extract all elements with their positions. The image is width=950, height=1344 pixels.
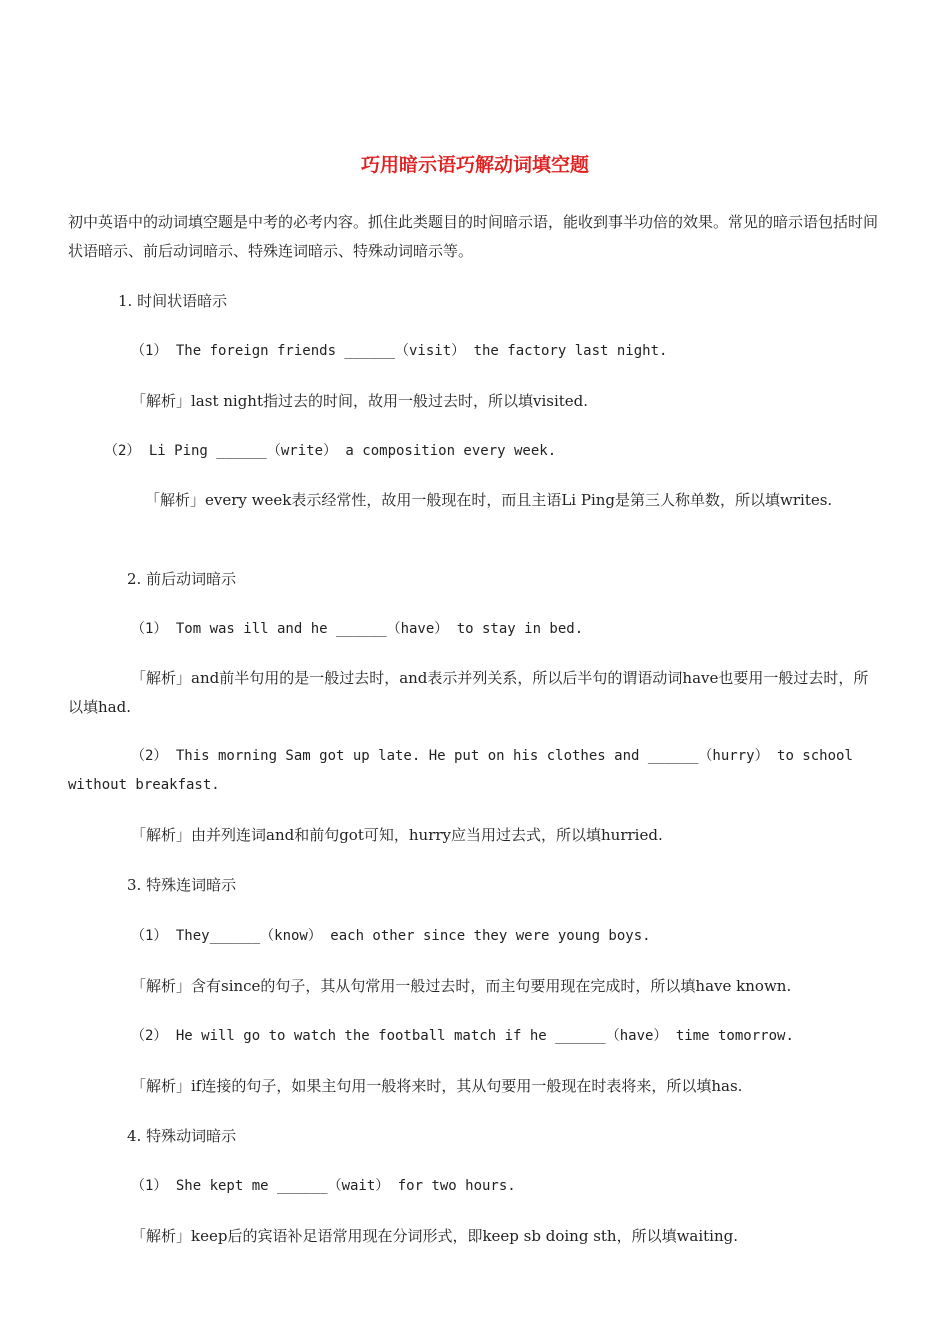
- section-1-heading: 1. 时间状语暗示: [118, 292, 228, 310]
- section-2-heading: 2. 前后动词暗示: [127, 570, 237, 588]
- s2-answer-1: 「解析」and前半句用的是一般过去时，and表示并列关系，所以后半句的谓语动词have也要用一般过去时，所以填had.: [68, 669, 869, 716]
- s4-question-1: （1） She kept me ______（wait） for two hours.: [131, 1178, 516, 1194]
- s3-answer-2: 「解析」if连接的句子，如果主句用一般将来时，其从句要用一般现在时表将来，所以填has.: [131, 1077, 743, 1095]
- s2-answer-2: 「解析」由并列连词and和前句got可知，hurry应当用过去式，所以填hurried.: [131, 826, 663, 844]
- section-3-heading: 3. 特殊连词暗示: [127, 876, 237, 894]
- s1-answer-1: 「解析」last night指过去的时间，故用一般过去时，所以填visited.: [131, 392, 589, 410]
- s1-answer-2: 「解析」every week表示经常性，故用一般现在时，而且主语Li Ping是第三人称单数，所以填writes.: [145, 491, 833, 509]
- s2-question-1: （1） Tom was ill and he ______（have） to stay in bed.: [131, 621, 584, 637]
- section-4-heading: 4. 特殊动词暗示: [127, 1127, 237, 1145]
- s3-question-1: （1） They______（know） each other since they were young boys.: [131, 928, 651, 944]
- s3-answer-1: 「解析」含有since的句子，其从句常用一般过去时，而主句要用现在完成时，所以填have known.: [131, 977, 792, 995]
- page-title: 巧用暗示语巧解动词填空题: [360, 154, 589, 176]
- s4-answer-1: 「解析」keep后的宾语补足语常用现在分词形式，即keep sb doing sth，所以填waiting.: [131, 1227, 739, 1245]
- s1-question-2: （2） Li Ping ______（write） a composition every week.: [104, 443, 557, 459]
- s3-question-2: （2） He will go to watch the football match if he ______（have） time tomorrow.: [131, 1028, 794, 1044]
- s2-question-2: （2） This morning Sam got up late. He put on his clothes and ______（hurry） to school without breakfast.: [68, 748, 853, 793]
- s1-question-1: （1） The foreign friends ______（visit） the factory last night.: [131, 343, 668, 359]
- intro-paragraph: 初中英语中的动词填空题是中考的必考内容。抓住此类题目的时间暗示语，能收到事半功倍的效果。常见的暗示语包括时间状语暗示、前后动词暗示、特殊连词暗示、特殊动词暗示等。: [68, 213, 879, 260]
